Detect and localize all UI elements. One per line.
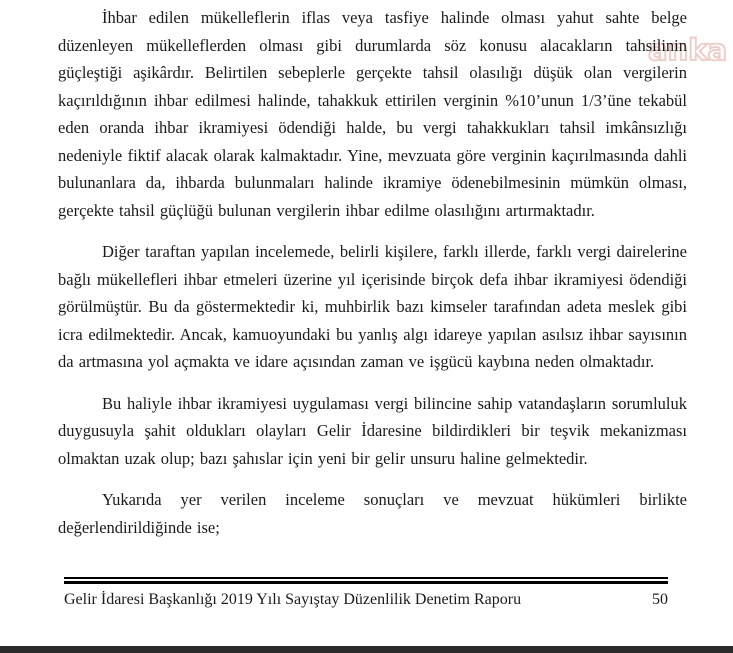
paragraph-2: Diğer taraftan yapılan incelemede, belirli kişilere, farklı illerde, farklı vergi dairelerine bağlı mükellefleri ihbar etmeleri üzerine yıl içerisinde birçok defa ihbar ikramiyesi ödendiği görülmüştür. Bu da göstermektedir ki, muhbirlik bazı kimseler tarafından adeta meslek gibi icra edilmektedir. Ancak, kamuoyundaki bu yanlış algı idareye yapılan asılsız ihbar sayısının da artmasına yol açmakta ve idare açısından zaman ve işgücü kaybına neden olmaktadır.	[58, 242, 687, 371]
footer-double-rule	[64, 577, 668, 584]
footer-page-number: 50	[652, 591, 668, 608]
anka-watermark: anka	[648, 33, 728, 67]
paragraph-3: Bu haliyle ihbar ikramiyesi uygulaması vergi bilincine sahip vatandaşların sorumluluk duygusuyla şahit oldukları olayları Gelir İdaresine bildirdikleri bir teşvik mekanizması olmaktan uzak olup; bazı şahıslar için yeni bir gelir unsuru haline gelmektedir.	[58, 393, 687, 468]
paragraph-1: İhbar edilen mükelleflerin iflas veya tasfiye halinde olması yahut sahte belge düzenleyen mükelleflerden olması gibi durumlarda söz konusu alacakların tahsilinin güçleştiği aşikârdır. Belirtilen sebeplerle gerçekte tahsil olasılığı düşük olan vergilerin kaçırıldığının ihbar edilmesi halinde, tahakkuk ettirilen verginin %10’unun 1/3’üne tekabül eden oranda ihbar ikramiyesi ödendiği halde, bu vergi tahakkukları tahsil imkânsızlığı nedeniyle fiktif alacak olarak kalmaktadır. Yine, mevzuata göre verginin kaçırılmasında dahli bulunanlara da, ihbarda bulunmaları halinde ikramiye ödenebilmesinin mümkün olması, gerçekte tahsil güçlüğü bulunan vergilerin ihbar edilme olasılığını artırmaktadır.	[58, 8, 687, 220]
paragraph-4: Yukarıda yer verilen inceleme sonuçları ve mevzuat hükümleri birlikte değerlendirildiğinde ise;	[58, 490, 687, 537]
footer-report-title: Gelir İdaresi Başkanlığı 2019 Yılı Sayıştay Düzenlilik Denetim Raporu	[64, 591, 522, 608]
page-footer	[64, 577, 668, 609]
document-body	[58, 4, 687, 555]
footer-row	[64, 591, 668, 609]
bottom-bar	[0, 646, 733, 653]
